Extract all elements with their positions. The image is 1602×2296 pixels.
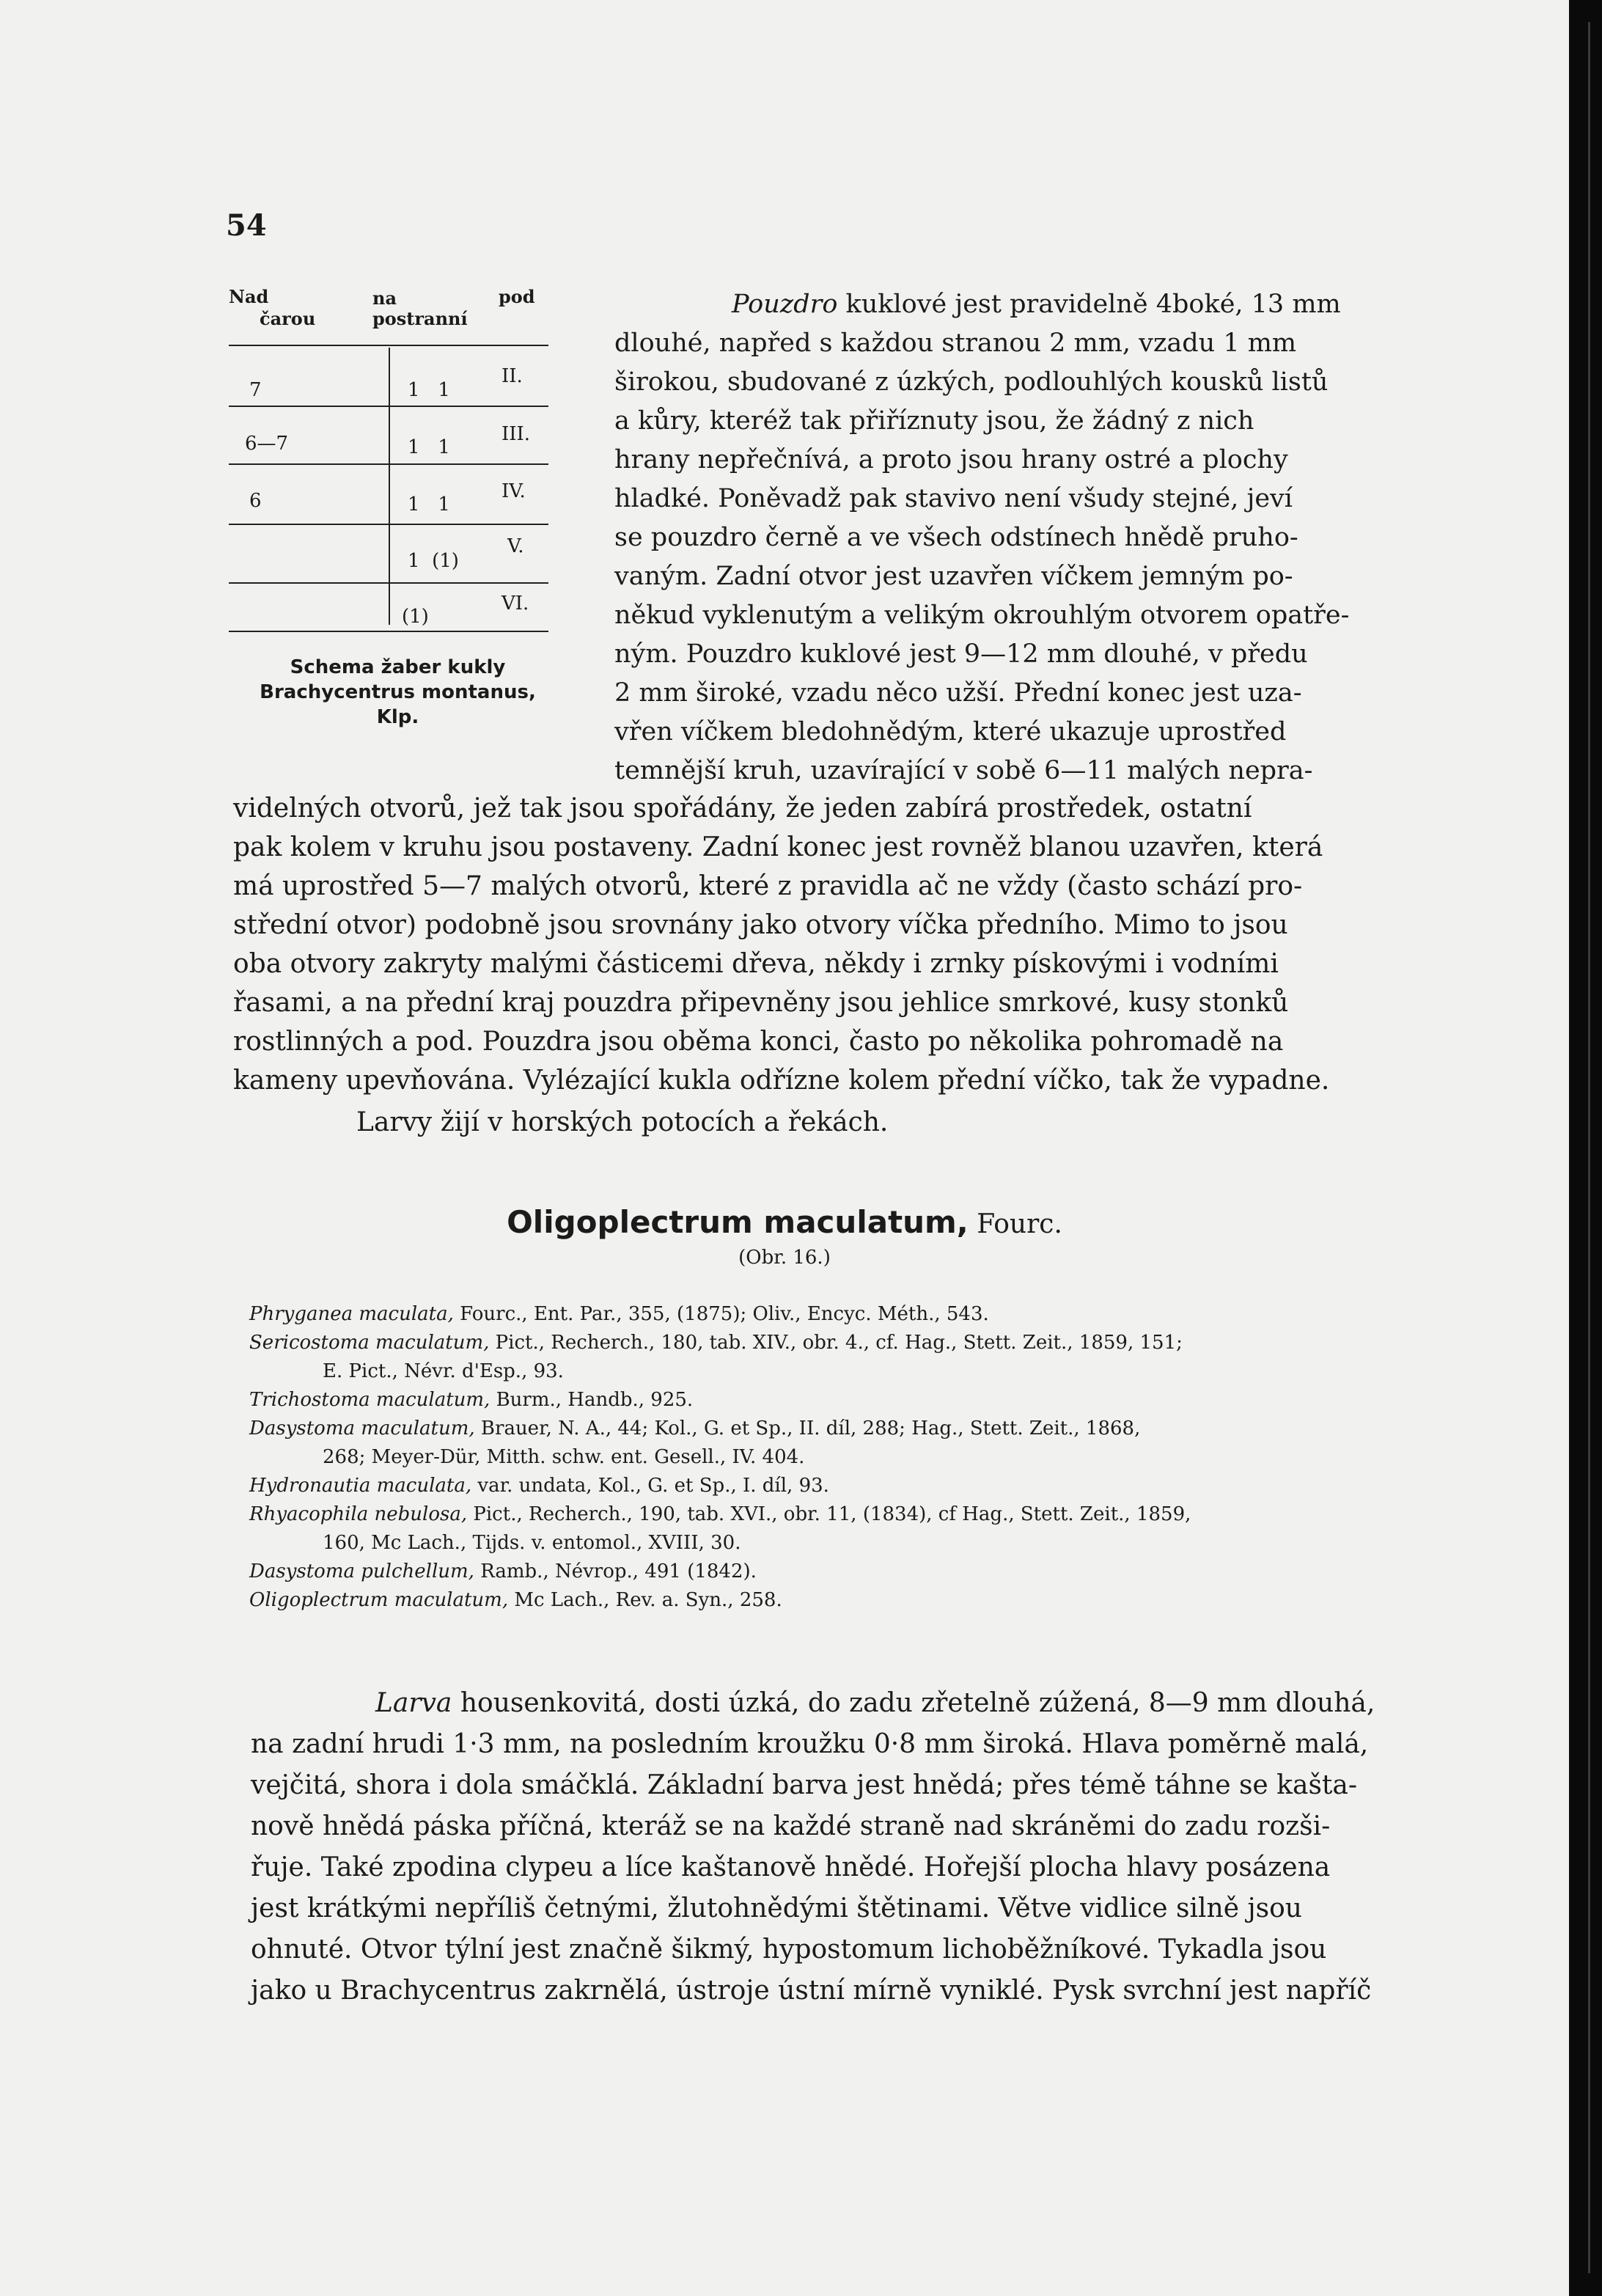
caption-line: Schema žaber kukly — [290, 656, 506, 678]
header-carou: čarou — [260, 308, 316, 329]
schema-caption — [242, 655, 554, 730]
row-4-na: 1 (1) — [408, 550, 459, 572]
text-line: na zadní hrudi 1·3 mm, na posledním kroužku 0·8 mm široká. Hlava poměrně malá, — [251, 1729, 1369, 1759]
text-line: 2 mm široké, vzadu něco užší. Přední konec jest uza- — [614, 678, 1302, 708]
text-line: vřen víčkem bledohnědým, které ukazuje uprostřed — [614, 717, 1287, 747]
text-line: dlouhé, napřed s každou stranou 2 mm, vzadu 1 mm — [614, 329, 1297, 358]
header-pod: pod — [499, 286, 535, 307]
reference-line: Trichostoma maculatum, Burm., Handb., 925. — [249, 1389, 694, 1411]
text-line: videlných otvorů, jež tak jsou spořádány, že jeden zabírá prostředek, ostatní — [233, 793, 1252, 824]
text-line: kameny upevňována. Vylézající kukla odřízne kolem přední víčko, tak že vypadne. — [233, 1066, 1330, 1096]
row-3-pod: IV. — [501, 480, 526, 502]
row-2-nad: 6—7 — [245, 433, 289, 455]
header-na: na — [372, 287, 397, 309]
schema-rule — [229, 406, 548, 407]
reference-line: Hydronautia maculata, var. undata, Kol., G. et Sp., I. díl, 93. — [249, 1475, 829, 1497]
text-line: Larvy žijí v horských potocích a řekách. — [356, 1107, 889, 1137]
text-line: oba otvory zakryty malými částicemi dřeva, někdy i zrnky pískovými i vodními — [233, 949, 1279, 979]
text-line: hrany nepřečnívá, a proto jsou hrany ostré a plochy — [614, 445, 1288, 474]
row-3-na: 1 1 — [408, 494, 450, 516]
reference-line: Oligoplectrum maculatum, Mc Lach., Rev. a. Syn., 258. — [249, 1589, 782, 1611]
reference-line: E. Pict., Névr. d'Esp., 93. — [323, 1360, 564, 1382]
figure-reference: (Obr. 16.) — [738, 1247, 831, 1269]
row-4-pod: V. — [507, 535, 524, 557]
text-line: má uprostřed 5—7 malých otvorů, které z pravidla ač ne vždy (často schází pro- — [233, 871, 1303, 901]
text-line: ným. Pouzdro kuklové jest 9—12 mm dlouhé, v předu — [614, 639, 1308, 669]
schema-rule — [229, 524, 548, 525]
text-line: temnější kruh, uzavírající v sobě 6—11 malých nepra- — [614, 756, 1313, 785]
reference-line: Rhyacophila nebulosa, Pict., Recherch., 190, tab. XVI., obr. 11, (1834), cf Hag., Stett. Zeit., 1859, — [249, 1503, 1191, 1525]
text-line: ohnuté. Otvor týlní jest značně šikmý, hypostomum lichoběžníkové. Tykadla jsou — [251, 1934, 1327, 1965]
schema-rule — [229, 345, 548, 346]
text-line: pak kolem v kruhu jsou postaveny. Zadní konec jest rovněž blanou uzavřen, která — [233, 832, 1323, 862]
reference-line: Sericostoma maculatum, Pict., Recherch., 180, tab. XIV., obr. 4., cf. Hag., Stett. Zeit., 1859, 151; — [249, 1332, 1183, 1354]
reference-line: Dasystoma maculatum, Brauer, N. A., 44; Kol., G. et Sp., II. díl, 288; Hag., Stett. Zeit., 1868, — [249, 1417, 1141, 1439]
text-line: jest krátkými nepříliš četnými, žlutohnědými štětinami. Větve vidlice silně jsou — [251, 1893, 1302, 1923]
scan-edge — [1569, 0, 1602, 2296]
caption-line: Brachycentrus montanus, — [260, 681, 536, 703]
schema-rule — [229, 463, 548, 465]
reference-line: 268; Meyer-Dür, Mitth. schw. ent. Gesell., IV. 404. — [323, 1446, 805, 1468]
header-postranni: postranní — [372, 308, 468, 329]
reference-line: Dasystoma pulchellum, Ramb., Névrop., 491 (1842). — [249, 1560, 757, 1582]
species-author: Fourc. — [968, 1209, 1062, 1239]
row-2-na: 1 1 — [408, 436, 450, 458]
text-line: Pouzdro kuklové jest pravidelně 4boké, 13 mm — [732, 290, 1341, 319]
row-1-nad: 7 — [249, 379, 262, 401]
text-line: širokou, sbudované z úzkých, podlouhlých kousků listů — [614, 367, 1329, 397]
text-line: jako u Brachycentrus zakrnělá, ústroje ústní mírně vyniklé. Pysk svrchní jest napříč — [251, 1976, 1372, 2006]
row-1-na: 1 1 — [408, 379, 450, 401]
text-line: nově hnědá páska příčná, kteráž se na každé straně nad skráněmi do zadu rozši- — [251, 1811, 1331, 1841]
text-line: řuje. Také zpodina clypeu a líce kaštanově hnědé. Hořejší plocha hlavy posázena — [251, 1852, 1331, 1882]
header-nad: Nad — [229, 286, 269, 307]
text-line: řasami, a na přední kraj pouzdra připevněny jsou jehlice smrkové, kusy stonků — [233, 988, 1289, 1018]
text-line: a kůry, kteréž tak přiříznuty jsou, že žádný z nich — [614, 406, 1254, 436]
text-line: střední otvor) podobně jsou srovnány jako otvory víčka předního. Mimo to jsou — [233, 910, 1288, 940]
page-number: 54 — [226, 208, 267, 243]
row-5-pod: VI. — [501, 593, 529, 615]
text-line: Larva housenkovitá, dosti úzká, do zadu zřetelně zúžená, 8—9 mm dlouhá, — [375, 1688, 1375, 1718]
schema-rule — [229, 582, 548, 584]
row-2-pod: III. — [501, 423, 531, 445]
schema-rule — [229, 631, 548, 632]
text-line: se pouzdro černě a ve všech odstínech hnědě pruho- — [614, 523, 1298, 552]
text-line: hladké. Poněvadž pak stavivo není všudy stejné, jeví — [614, 484, 1293, 513]
reference-line: Phryganea maculata, Fourc., Ent. Par., 355, (1875); Oliv., Encyc. Méth., 543. — [249, 1303, 989, 1325]
species-title: Oligoplectrum maculatum, — [507, 1204, 969, 1240]
row-1-pod: II. — [501, 365, 523, 387]
scan-edge-line — [1588, 22, 1590, 2273]
species-heading — [0, 1204, 1569, 1240]
text-line: vaným. Zadní otvor jest uzavřen víčkem jemným po- — [614, 562, 1293, 591]
row-5-na: (1) — [402, 606, 429, 628]
caption-line: Klp. — [376, 706, 419, 728]
text-line: někud vyklenutým a velikým okrouhlým otvorem opatře- — [614, 601, 1350, 630]
text-line: rostlinných a pod. Pouzdra jsou oběma konci, často po několika pohromadě na — [233, 1027, 1284, 1057]
reference-line: 160, Mc Lach., Tijds. v. entomol., XVIII, 30. — [323, 1532, 741, 1554]
text-line: vejčitá, shora i dola smáčklá. Základní barva jest hnědá; přes témě táhne se kašta- — [251, 1770, 1358, 1800]
row-3-nad: 6 — [249, 490, 262, 512]
